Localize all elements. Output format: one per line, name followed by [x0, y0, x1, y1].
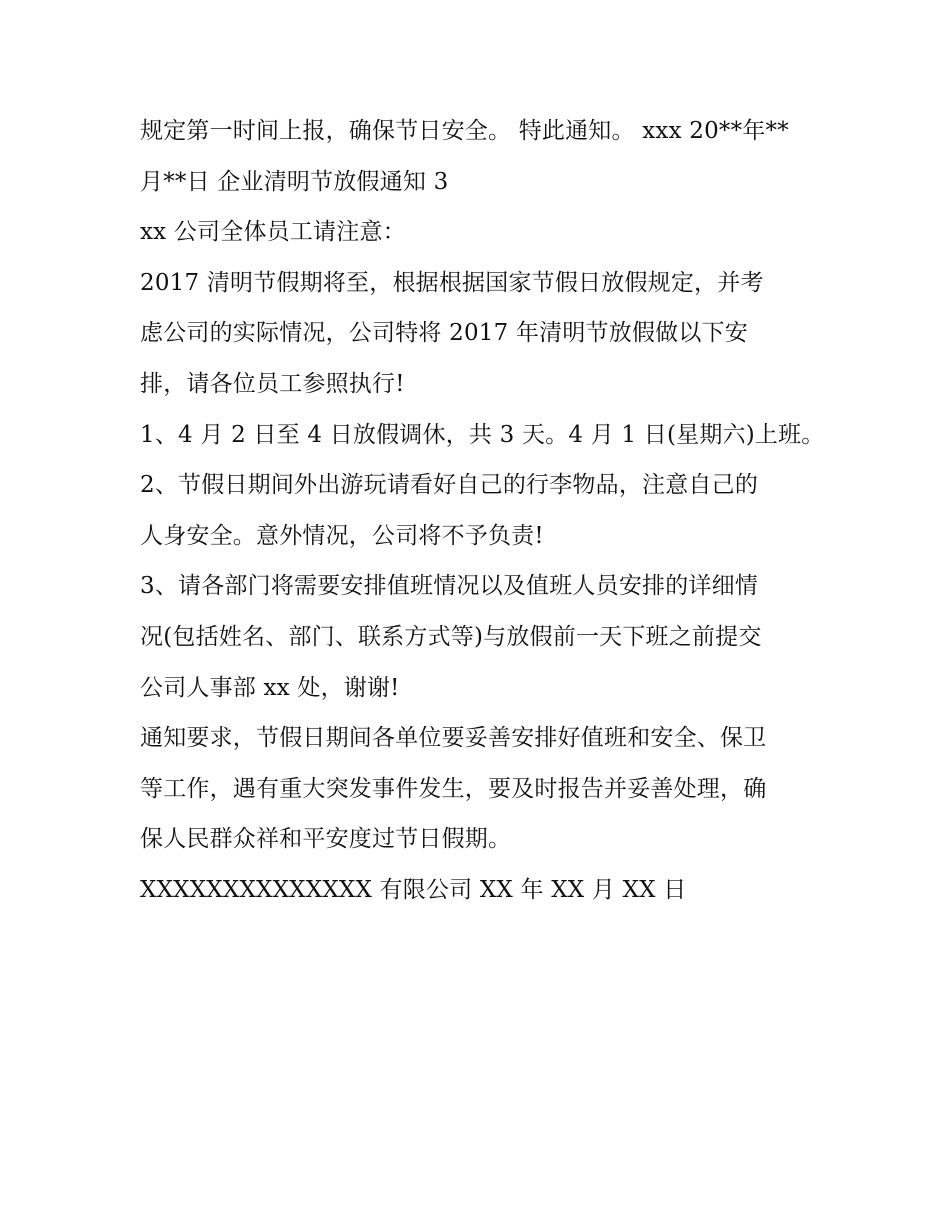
text-line: 虑公司的实际情况，公司特将 2017 年清明节放假做以下安: [140, 320, 748, 347]
text-line: 规定第一时间上报，确保节日安全。 特此通知。 xxx 20**年**: [140, 118, 789, 144]
text-line: 月**日 企业清明节放假通知 3: [140, 168, 449, 195]
text-line: 3、请各部门将需要安排值班情况以及值班人员安排的详细情: [140, 573, 759, 600]
document-body: [140, 106, 825, 916]
signature-line: XXXXXXXXXXXXXX 有限公司 XX 年 XX 月 XX 日: [140, 876, 687, 903]
text-line: 排，请各位员工参照执行!: [140, 370, 405, 397]
text-line: 2017 清明节假期将至，根据根据国家节假日放假规定，并考: [140, 269, 764, 296]
text-line: 1、4 月 2 日至 4 日放假调休，共 3 天。4 月 1 日(星期六)上班。: [140, 421, 825, 448]
text-line: 通知要求，节假日期间各单位要妥善安排好值班和安全、保卫: [140, 725, 767, 752]
text-line: xx 公司全体员工请注意：: [140, 219, 406, 246]
text-line: 人身安全。意外情况，公司将不予负责!: [140, 522, 544, 549]
text-line: 2、节假日期间外出游玩请看好自己的行李物品，注意自己的: [140, 472, 759, 499]
text-line: 保人民群众祥和平安度过节日假期。: [140, 826, 512, 853]
text-line: 等工作，遇有重大突发事件发生，要及时报告并妥善处理，确: [140, 775, 767, 802]
text-line: 况(包括姓名、部门、联系方式等)与放假前一天下班之前提交: [140, 623, 762, 650]
text-line: 公司人事部 xx 处，谢谢!: [140, 674, 400, 701]
